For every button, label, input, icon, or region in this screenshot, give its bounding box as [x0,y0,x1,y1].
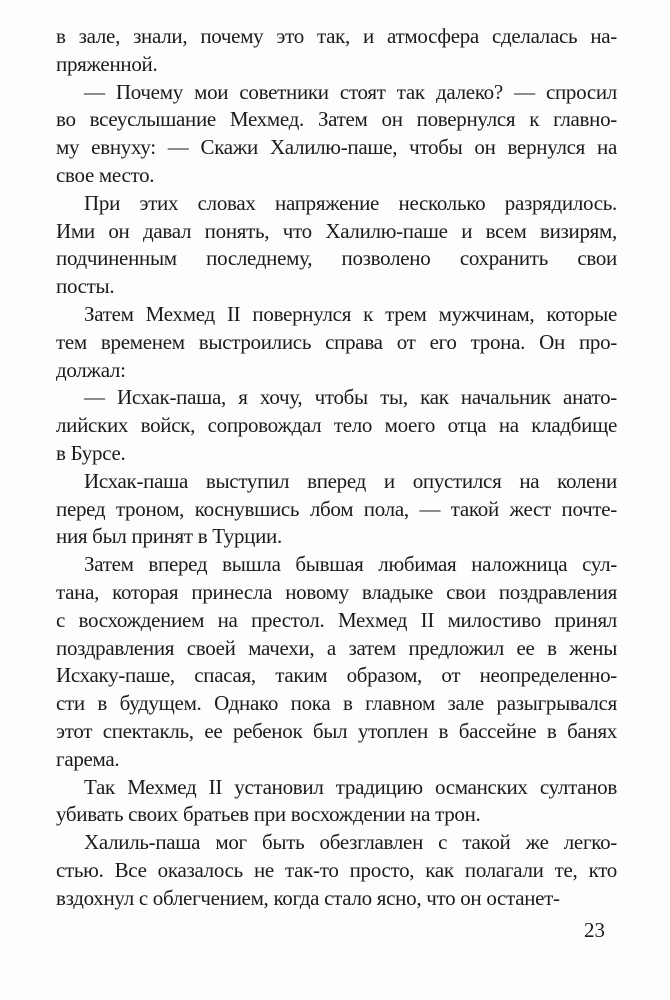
text-line: должал: [56,357,126,382]
text-line: поздравления своей мачехи, а затем предложил ее в жены [56,635,617,660]
text-line: Так Мехмед II установил традицию османских султанов [84,774,617,799]
paragraph [56,79,617,190]
paragraph [56,551,617,773]
text-line: в Бурсе. [56,440,126,465]
text-line: Халиль-паша мог быть обезглавлен с такой же легко- [84,830,617,855]
text-line: убивать своих братьев при восхождении на трон. [56,802,481,827]
text-line: Исхаку-паше, спасая, таким образом, от неопределенно- [56,663,617,688]
text-line: тана, которая принесла новому владыке свои поздравления [56,579,617,604]
text-line: Затем вперед вышла бывшая любимая наложница сул- [84,552,617,577]
text-line: Исхак-паша выступил вперед и опустился на колени [84,468,617,493]
text-line: Затем Мехмед II повернулся к трем мужчинам, которые [84,301,617,326]
paragraph [56,384,617,467]
text-line: сти в будущем. Однако пока в главном зале разыгрывался [56,691,617,716]
paragraph [56,190,617,301]
text-line: подчиненным последнему, позволено сохранить свои [56,246,617,271]
text-line: во всеуслышание Мехмед. Затем он повернулся к главно- [56,107,617,132]
text-line: перед троном, коснувшись лбом пола, — такой жест почте- [56,496,617,521]
paragraph [56,774,617,830]
paragraph [56,468,617,551]
text-line: ния был принят в Турции. [56,524,282,549]
text-line: лийских войск, сопровождал тело моего отца на кладбище [56,413,617,438]
page-number: 23 [584,918,605,942]
text-line: этот спектакль, ее ребенок был утоплен в бассейне в банях [56,718,617,743]
text-line: тем временем выстроились справа от его трона. Он про- [56,329,617,354]
text-line: Ими он давал понять, что Халилю-паше и всем визирям, [56,218,617,243]
text-line: гарема. [56,746,120,771]
text-line: пряженной. [56,51,158,76]
text-line: При этих словах напряжение несколько разрядилось. [84,190,617,215]
page-text [56,23,617,913]
paragraph [56,301,617,384]
text-line: посты. [56,274,115,299]
text-line: свое место. [56,162,155,187]
text-line: вздохнул с облегчением, когда стало ясно, что он останет- [56,885,560,910]
text-line: стью. Все оказалось не так-то просто, как полагали те, кто [56,857,617,882]
paragraph [56,23,617,79]
text-line: с восхождением на престол. Мехмед II милостиво принял [56,607,617,632]
text-line: — Исхак-паша, я хочу, чтобы ты, как начальник анато- [84,385,617,410]
text-line: — Почему мои советники стоят так далеко? — спросил [84,79,617,104]
text-line: му евнуху: — Скажи Халилю-паше, чтобы он вернулся на [56,135,617,160]
paragraph [56,829,617,912]
text-line: в зале, знали, почему это так, и атмосфера сделалась на- [56,24,617,48]
